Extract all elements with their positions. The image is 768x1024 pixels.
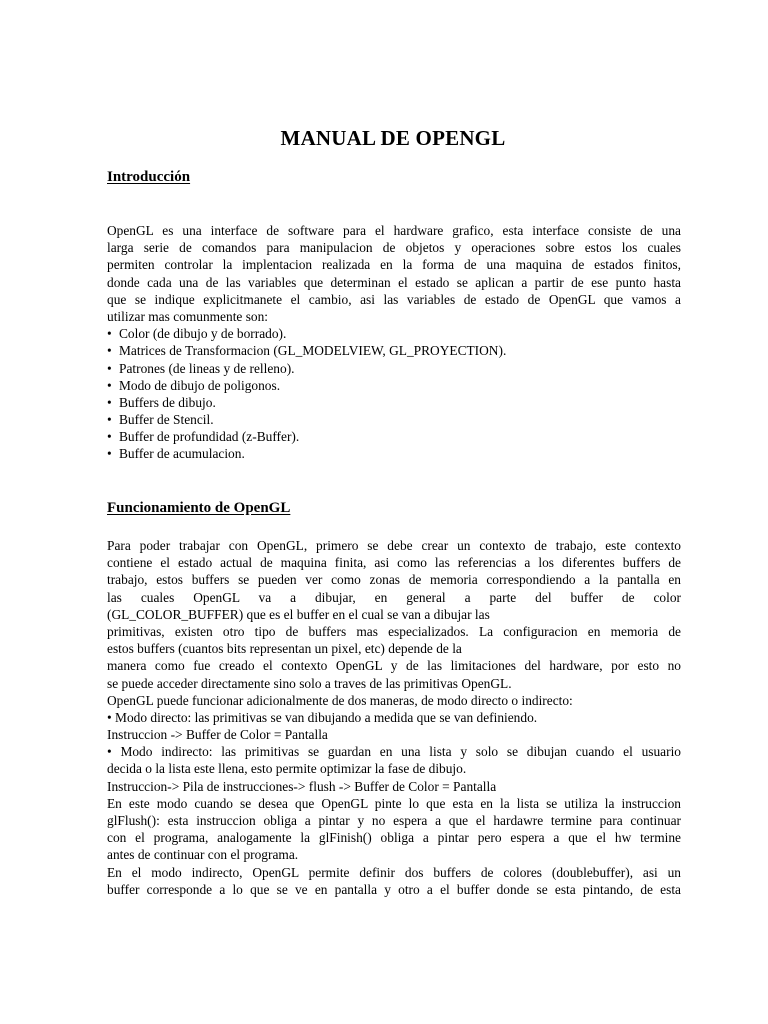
state-variables-list xyxy=(107,325,681,463)
bullet-icon: • xyxy=(107,429,112,445)
bullet-icon: • xyxy=(107,377,112,393)
section-heading-funcionamiento: Funcionamiento de OpenGL xyxy=(107,500,291,516)
text-line: En el modo indirecto, OpenGL permite definir dos buffers de colores (doublebuffer), asi un xyxy=(107,864,681,880)
text-line: contiene el estado actual de maquina finita, asi como las referencias a los diferentes buffers de xyxy=(107,555,681,571)
text-line: permiten controlar la implentacion realizada en la forma de una maquina de estados finitos, xyxy=(107,257,681,273)
bullet-icon: • xyxy=(107,326,112,342)
text-line: utilizar mas comunmente son: xyxy=(107,308,269,324)
text-line: En este modo cuando se desea que OpenGL pinte lo que esta en la lista se utiliza la instruccion xyxy=(107,795,681,811)
list-item: • Buffer de acumulacion. xyxy=(107,446,245,462)
bullet-icon: • xyxy=(107,360,112,376)
text-line: OpenGL puede funcionar adicionalmente de dos maneras, de modo directo o indirecto: xyxy=(107,692,573,708)
list-item: • Buffer de Stencil. xyxy=(107,412,214,428)
text-line: • Modo indirecto: las primitivas se guardan en una lista y solo se dibujan cuando el usuario xyxy=(107,744,681,760)
text-line: larga serie de comandos para manipulacion de objetos y operaciones sobre estos los cuales xyxy=(107,240,681,256)
list-item: • Modo de dibujo de poligonos. xyxy=(107,377,281,393)
list-item: • Buffer de profundidad (z-Buffer). xyxy=(107,429,300,445)
text-line: las cuales OpenGL va a dibujar, en general a parte del buffer de color xyxy=(107,589,681,605)
text-line: estos buffers (cuantos bits representan un pixel, etc) depende de la xyxy=(107,641,462,657)
section-heading-introduccion: Introducción xyxy=(107,169,191,185)
text-line: glFlush(): esta instruccion obliga a pintar y no espera a que el hardawre termine para continuar xyxy=(107,813,681,828)
text-line: Instruccion -> Buffer de Color = Pantalla xyxy=(107,727,328,743)
text-line: Instruccion-> Pila de instrucciones-> flush -> Buffer de Color = Pantalla xyxy=(107,778,497,794)
text-line: OpenGL es una interface de software para el hardware grafico, esta interface consiste de una xyxy=(107,223,681,238)
text-line: (GL_COLOR_BUFFER) que es el buffer en el cual se van a dibujar las xyxy=(107,606,490,622)
text-line: decida o la lista este llena, esto permite optimizar la fase de dibujo. xyxy=(107,761,467,777)
text-line: donde cada una de las variables que determinan el estado se aplican a partir de ese punto hasta xyxy=(107,274,681,290)
text-line: que se indique explicitmanete el cambio, asi las variables de estado de OpenGL que vamos a xyxy=(107,291,681,307)
text-line: manera como fue creado el contexto OpenGL y de las limitaciones del hardware, por esto no xyxy=(107,658,681,674)
list-item: • Patrones (de lineas y de relleno). xyxy=(107,360,295,376)
text-line: se puede acceder directamente sino solo a traves de las primitivas OpenGL. xyxy=(107,675,512,691)
page-title: MANUAL DE OPENGL xyxy=(280,126,506,150)
text-line: trabajo, estos buffers se pueden ver como zonas de memoria correspondiendo a la pantalla en xyxy=(107,572,681,588)
bullet-icon: • xyxy=(107,394,112,410)
list-item: • Buffers de dibujo. xyxy=(107,394,216,410)
bullet-icon: • xyxy=(107,446,112,462)
text-line: Para poder trabajar con OpenGL, primero se debe crear un contexto de trabajo, este contexto xyxy=(107,538,681,553)
list-item: • Matrices de Transformacion (GL_MODELVIEW, GL_PROYECTION). xyxy=(107,343,507,359)
intro-paragraph xyxy=(107,222,681,463)
list-item: • Color (de dibujo y de borrado). xyxy=(107,326,287,342)
text-line: primitivas, existen otro tipo de buffers mas especializados. La configuracion en memoria de xyxy=(107,623,681,639)
funcionamiento-paragraph xyxy=(107,537,681,898)
text-line: antes de continuar con el programa. xyxy=(107,847,299,863)
text-line: buffer corresponde a lo que se ve en pantalla y otro a el buffer donde se esta pintando, de esta xyxy=(107,881,681,897)
bullet-icon: • xyxy=(107,343,112,359)
bullet-icon: • xyxy=(107,412,112,428)
text-line: con el programa, analogamente la glFinish() obliga a pintar pero espera a que el hw termine xyxy=(107,830,681,846)
text-line: • Modo directo: las primitivas se van dibujando a medida que se van definiendo. xyxy=(107,709,538,725)
